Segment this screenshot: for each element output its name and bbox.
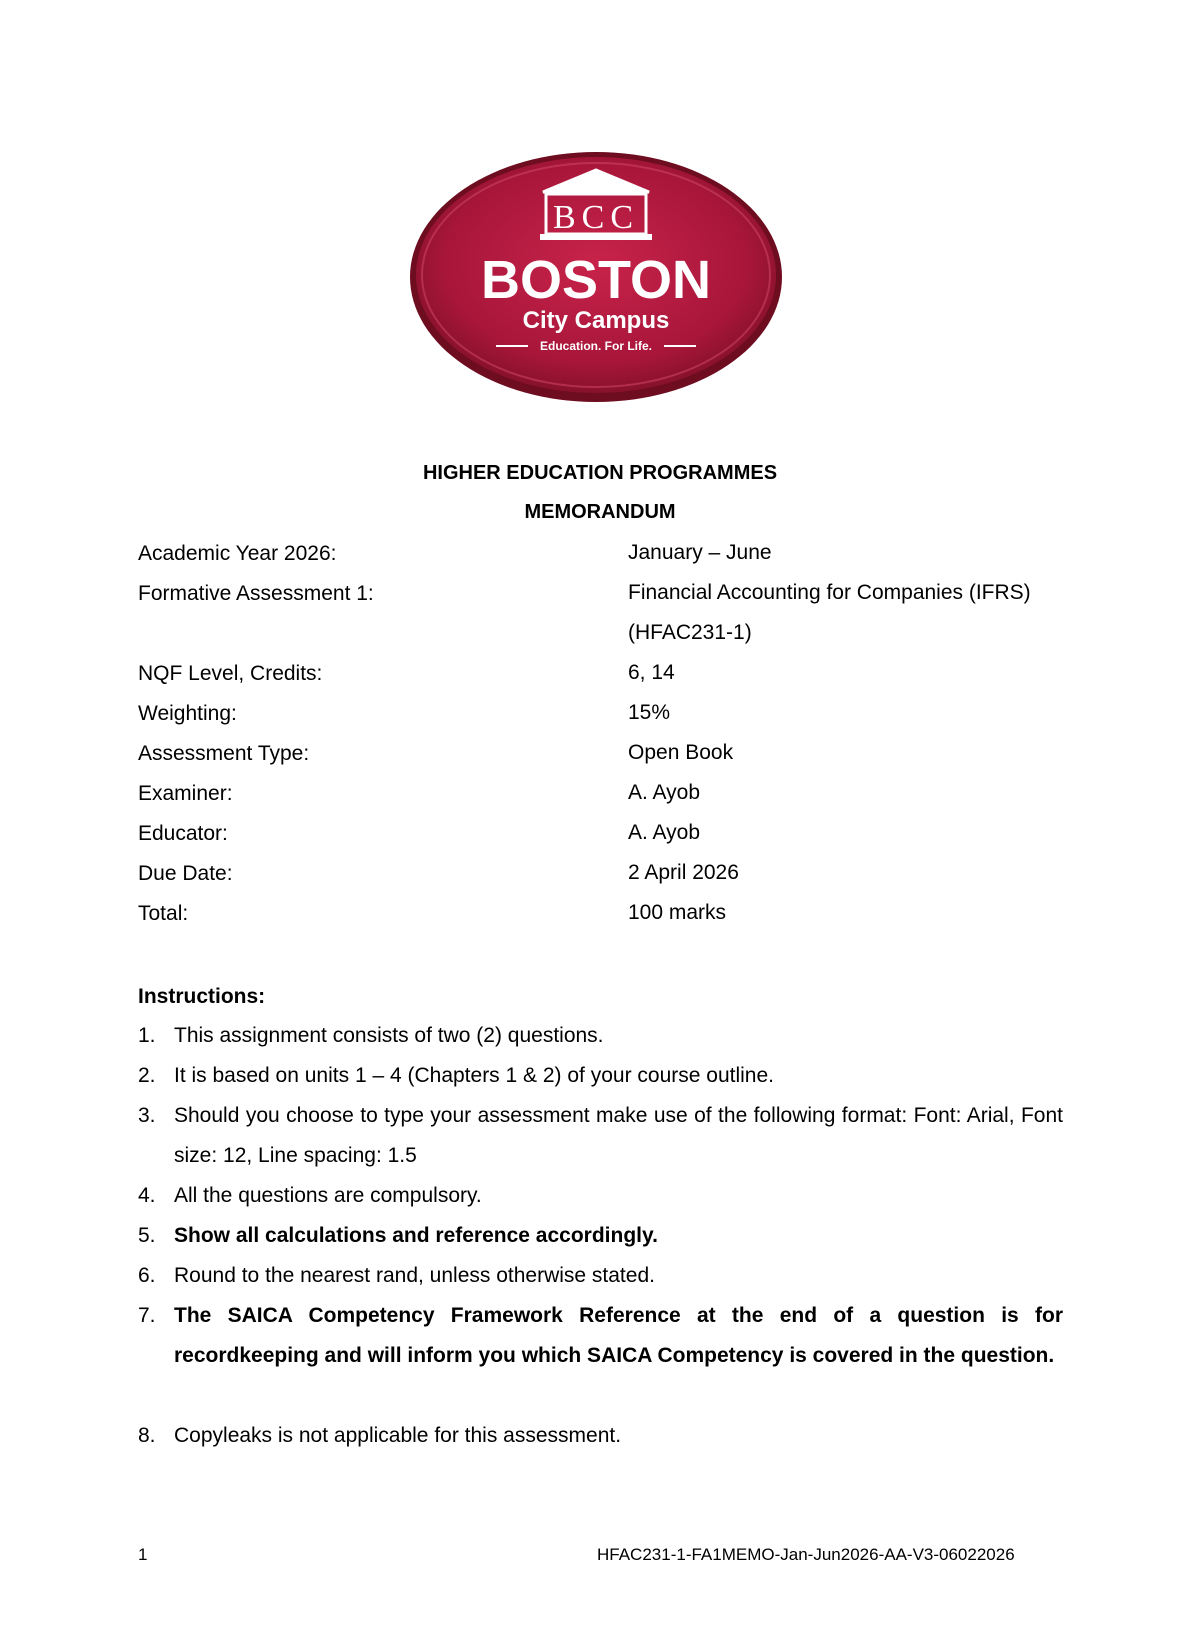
instruction-text: The SAICA Competency Framework Reference at the end of a question is for recordkeeping and will inform you which SAICA Competency is covered in the question. <box>174 1304 1063 1367</box>
page-number: 1 <box>138 1545 148 1564</box>
instruction-text: Show all calculations and reference accordingly. <box>174 1224 658 1247</box>
instruction-number: 1. <box>138 1024 156 1047</box>
info-label: Total: <box>138 902 189 925</box>
instruction-number: 3. <box>138 1104 156 1127</box>
info-value: 100 marks <box>628 901 727 924</box>
info-value: 6, 14 <box>628 661 675 684</box>
instruction-text: Round to the nearest rand, unless otherwise stated. <box>174 1264 655 1287</box>
info-label: Examiner: <box>138 782 233 805</box>
info-value: A. Ayob <box>628 781 701 804</box>
instructions-title: Instructions: <box>138 985 266 1008</box>
instruction-text: This assignment consists of two (2) questions. <box>174 1024 604 1047</box>
info-label: Academic Year 2026: <box>138 542 337 565</box>
info-label: NQF Level, Credits: <box>138 662 323 685</box>
logo-subtitle: City Campus <box>522 307 670 334</box>
boston-city-campus-logo <box>408 150 785 404</box>
logo-name: BOSTON <box>480 250 712 310</box>
info-value: Open Book <box>628 741 734 764</box>
info-row <box>138 902 1098 942</box>
info-label: Educator: <box>138 822 228 845</box>
info-label: Weighting: <box>138 702 237 725</box>
logo-acronym: BCC <box>552 199 640 236</box>
heading-programmes: HIGHER EDUCATION PROGRAMMES <box>422 462 778 484</box>
info-value: Financial Accounting for Companies (IFRS) (HFAC231-1) <box>628 581 1031 644</box>
info-label: Due Date: <box>138 862 233 885</box>
instruction-number: 8. <box>138 1424 156 1447</box>
instruction-text: Should you choose to type your assessment make use of the following format: Font: Arial, Font size: 12, Line spacing: 1.5 <box>174 1104 1063 1167</box>
info-value: 15% <box>628 701 671 724</box>
instruction-text: It is based on units 1 – 4 (Chapters 1 & 2) of your course outline. <box>174 1064 774 1087</box>
info-value: A. Ayob <box>628 821 701 844</box>
logo-tagline: Education. For Life. <box>539 339 653 353</box>
document-code: HFAC231-1-FA1MEMO-Jan-Jun2026-AA-V3-06022026 <box>597 1545 1015 1564</box>
info-value: January – June <box>628 541 772 564</box>
info-label: Formative Assessment 1: <box>138 582 374 605</box>
heading-memorandum: MEMORANDUM <box>524 501 676 523</box>
instruction-number: 6. <box>138 1264 156 1287</box>
instruction-number: 4. <box>138 1184 156 1207</box>
instruction-number: 5. <box>138 1224 156 1247</box>
instruction-number: 7. <box>138 1304 156 1327</box>
info-row <box>138 581 1098 644</box>
info-value: 2 April 2026 <box>628 861 739 884</box>
instruction-text: Copyleaks is not applicable for this assessment. <box>174 1424 622 1447</box>
instruction-number: 2. <box>138 1064 156 1087</box>
info-label: Assessment Type: <box>138 742 310 765</box>
instruction-text: All the questions are compulsory. <box>174 1184 482 1207</box>
